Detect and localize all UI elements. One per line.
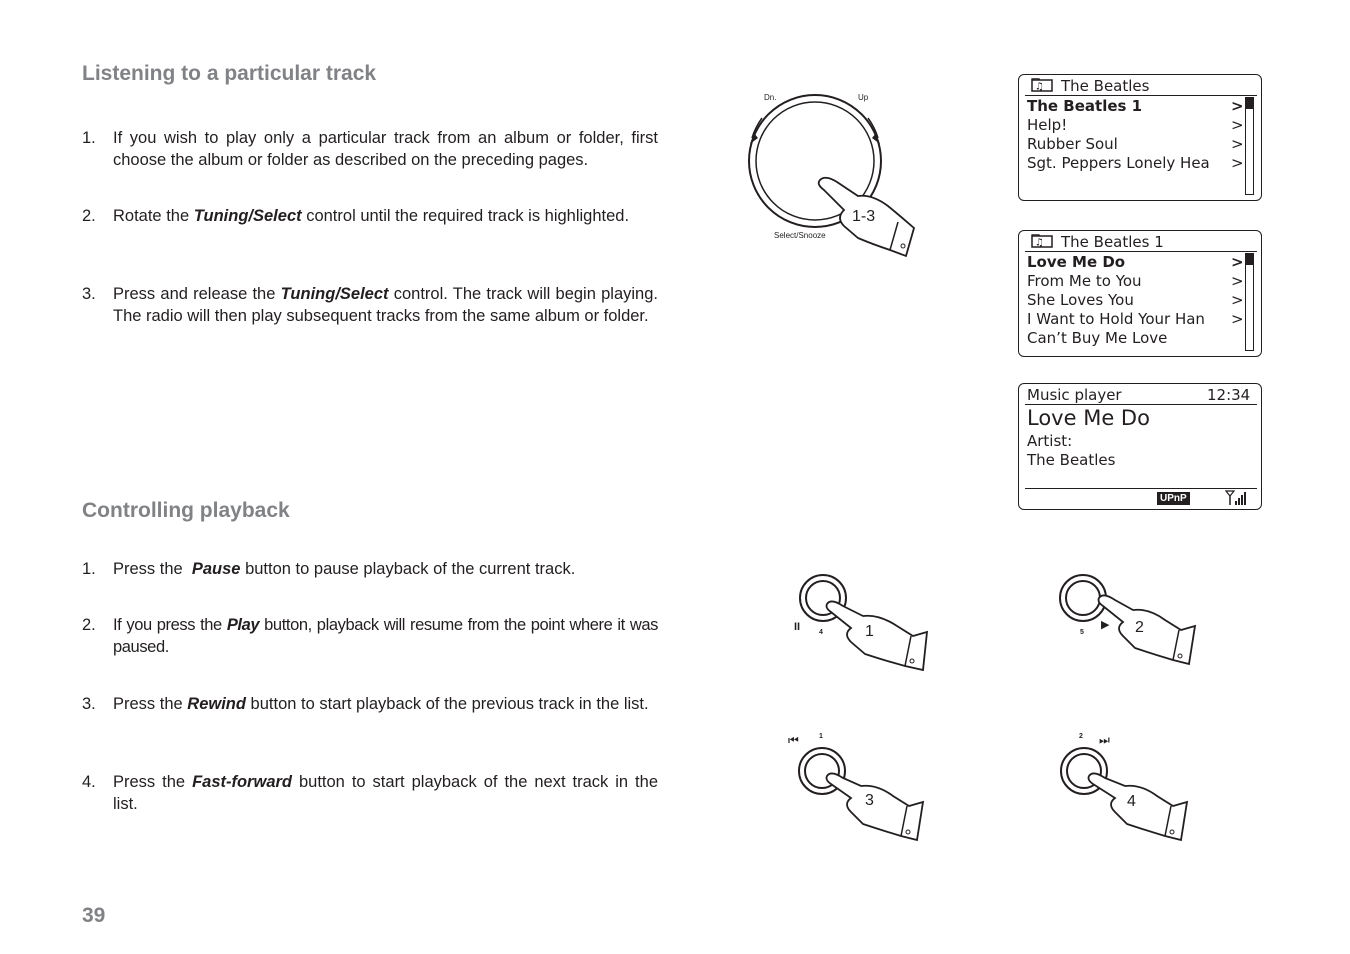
- list-item: [82, 205, 658, 227]
- hand-pointer-icon: [827, 773, 924, 840]
- list-item: [82, 693, 658, 715]
- hand-pointer-icon: [1099, 595, 1196, 664]
- svg-text:♫: ♫: [1035, 81, 1044, 92]
- lcd-screen-album-list: [1018, 74, 1262, 201]
- item-text: Press the Fast-forward button to start playback of the next track in the list.: [113, 773, 658, 813]
- hand-pointer-icon: [827, 601, 928, 670]
- step-label: 2: [1135, 619, 1144, 636]
- chevron-right-icon: >: [1231, 135, 1244, 153]
- control-name: Play: [226, 616, 260, 634]
- control-name: Tuning/Select: [193, 207, 302, 225]
- item-text: Press the Rewind button to start playback of the previous track in the list.: [113, 695, 649, 713]
- lcd-screen-track-list: [1018, 230, 1262, 357]
- play-icon: ▶: [1101, 618, 1110, 631]
- pause-button-illustration: [785, 570, 935, 675]
- section-heading-listening: Listening to a particular track: [82, 62, 377, 85]
- item-text: Press the Pause button to pause playback of the current track.: [113, 560, 576, 578]
- step-label: 4: [1127, 793, 1136, 810]
- chevron-right-icon: >: [1231, 116, 1244, 134]
- list-item: [82, 558, 658, 580]
- item-number: 4.: [82, 773, 96, 791]
- list-row-selected: Love Me Do: [1027, 253, 1126, 271]
- svg-text:♫: ♫: [1035, 237, 1044, 248]
- screen-title: The Beatles: [1061, 77, 1150, 95]
- list-item: [82, 127, 658, 171]
- track-title: Love Me Do: [1027, 406, 1150, 430]
- list-item: [82, 771, 658, 815]
- list-row: Sgt. Peppers Lonely Hea: [1027, 154, 1210, 172]
- item-number: 2.: [82, 616, 96, 634]
- upnp-badge: UPnP: [1157, 492, 1190, 505]
- preset-key-label: 4: [819, 629, 823, 636]
- control-name: Pause: [191, 560, 241, 578]
- list-row: Help!: [1027, 116, 1068, 134]
- music-folder-icon: [1031, 234, 1053, 248]
- list-row: From Me to You: [1027, 272, 1142, 290]
- play-button-illustration: [1055, 570, 1205, 675]
- control-name: Rewind: [187, 695, 246, 713]
- item-text: If you wish to play only a particular track from an album or folder, first choose the album or folder as described on the preceding pages.: [113, 129, 658, 169]
- hand-pointer-icon: [1089, 773, 1188, 840]
- lcd-screen-now-playing: [1018, 383, 1262, 510]
- select-snooze-label: Select/Snooze: [774, 231, 826, 240]
- pause-icon: II: [794, 621, 801, 633]
- preset-key-label: 2: [1079, 733, 1083, 740]
- up-label: Up: [858, 93, 869, 102]
- dn-label: Dn.: [764, 93, 777, 102]
- chevron-right-icon: >: [1231, 310, 1244, 328]
- signal-strength-icon: [1225, 490, 1251, 506]
- control-name: Tuning/Select: [280, 285, 389, 303]
- artist-name: The Beatles: [1027, 451, 1116, 469]
- list-row: I Want to Hold Your Han: [1027, 310, 1205, 328]
- scrollbar: [1245, 253, 1254, 351]
- control-name: Fast-forward: [192, 773, 292, 791]
- list-row: Can’t Buy Me Love: [1027, 329, 1168, 347]
- item-text: Press and release the Tuning/Select control. The track will begin playing. The radio will then play subsequent tracks from the same album or folder.: [113, 285, 658, 325]
- step-label: 3: [865, 792, 874, 809]
- item-text: Rotate the Tuning/Select control until the required track is highlighted.: [113, 207, 630, 225]
- item-text: If you press the Play button, playback will resume from the point where it was paused.: [113, 616, 658, 656]
- item-number: 2.: [82, 207, 96, 225]
- rewind-icon: ⏮: [788, 733, 799, 747]
- chevron-right-icon: >: [1231, 154, 1244, 172]
- rewind-button-illustration: [785, 728, 935, 846]
- preset-key-label: 1: [819, 733, 823, 740]
- item-number: 3.: [82, 695, 96, 713]
- item-number: 1.: [82, 560, 96, 578]
- section-heading-playback: Controlling playback: [82, 499, 290, 522]
- list-item: [82, 283, 658, 327]
- chevron-right-icon: >: [1231, 253, 1244, 271]
- tuning-knob-illustration: [740, 88, 930, 263]
- list-row: Rubber Soul: [1027, 135, 1118, 153]
- item-number: 3.: [82, 285, 96, 303]
- clock-time: 12:34: [1207, 386, 1251, 404]
- chevron-right-icon: >: [1231, 291, 1244, 309]
- fast-forward-button-illustration: [1055, 728, 1205, 846]
- chevron-right-icon: >: [1231, 272, 1244, 290]
- chevron-right-icon: >: [1231, 97, 1244, 115]
- list-row-selected: The Beatles 1: [1027, 97, 1143, 115]
- list-item: [82, 614, 658, 658]
- mode-label: Music player: [1027, 386, 1122, 404]
- fast-forward-icon: ⏭: [1099, 733, 1110, 747]
- step-label: 1: [865, 623, 874, 640]
- scrollbar: [1245, 97, 1254, 195]
- screen-title: The Beatles 1: [1061, 233, 1164, 251]
- list-row: She Loves You: [1027, 291, 1134, 309]
- step-label: 1-3: [852, 208, 876, 225]
- preset-key-label: 5: [1080, 629, 1084, 636]
- item-number: 1.: [82, 129, 96, 147]
- page-number: 39: [82, 904, 106, 927]
- music-folder-icon: [1031, 78, 1053, 92]
- artist-label: Artist:: [1027, 432, 1073, 450]
